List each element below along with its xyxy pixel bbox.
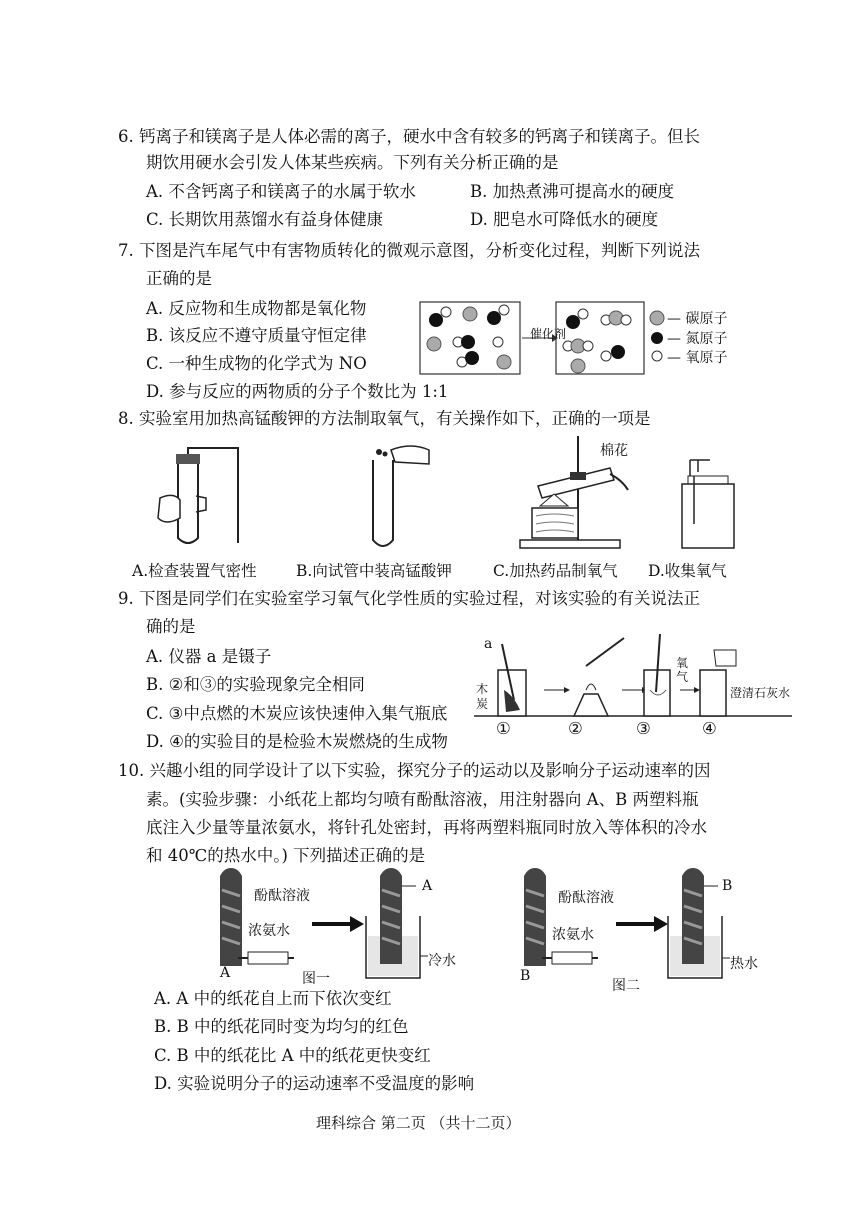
q9-step-3: ③ <box>636 719 651 738</box>
q8-figure-b-loading-tube <box>355 448 455 553</box>
q10-stem-line2: 素。(实验步骤：小纸花上都均匀喷有酚酞溶液，用注射器向 A、B 两塑料瓶 <box>146 790 699 809</box>
q8-cotton-label: 棉花 <box>600 443 628 459</box>
q6-stem-line1: 6. 钙离子和镁离子是人体必需的离子，硬水中含有较多的钙离子和镁离子。但长 <box>118 127 700 146</box>
q10-figure-1 <box>208 866 448 984</box>
q9-oxygen-label-2: 气 <box>676 670 689 684</box>
q6-option-a: A. 不含钙离子和镁离子的水属于软水 <box>146 182 416 201</box>
q10-fig1-ammonia-label: 浓氨水 <box>248 923 290 939</box>
q10-figure-2 <box>512 866 752 984</box>
q10-fig2-phenol-label: 酚酞溶液 <box>558 890 614 906</box>
q7-legend-nitrogen: — 氮原子 <box>667 331 728 347</box>
q8-figure-d-collecting-bottle <box>668 454 748 554</box>
q9-option-c: C. ③中点燃的木炭应该快速伸入集气瓶底 <box>146 704 448 723</box>
q8-figure-a-airtight-check <box>150 448 250 553</box>
q10-fig1-bottle-a-label: A <box>422 878 433 894</box>
q8-caption-c: C.加热药品制氧气 <box>493 562 618 580</box>
q9-experiment-diagram <box>474 630 794 722</box>
q9-stem-line2: 确的是 <box>146 617 196 636</box>
q8-caption-b: B.向试管中装高锰酸钾 <box>296 562 452 580</box>
page-footer: 理科综合 第二页 （共十二页） <box>316 1114 521 1132</box>
q9-option-d: D. ④的实验目的是检验木炭燃烧的生成物 <box>146 732 448 751</box>
q8-caption-d: D.收集氧气 <box>648 562 727 580</box>
q6-option-d: D. 肥皂水可降低水的硬度 <box>470 210 659 229</box>
q7-option-c: C. 一种生成物的化学式为 NO <box>146 354 367 373</box>
q10-fig2-b-label: B <box>520 968 531 984</box>
q6-option-c: C. 长期饮用蒸馏水有益身体健康 <box>146 210 384 229</box>
q10-fig1-a-label: A <box>220 965 231 981</box>
q7-legend-carbon: — 碳原子 <box>667 311 728 327</box>
q9-label-a: a <box>484 636 493 652</box>
q10-fig2-hot-label: 热水 <box>730 956 758 972</box>
q10-stem-line3: 底注入少量等量浓氨水，将针孔处密封，再将两塑料瓶同时放入等体积的冷水 <box>146 818 707 837</box>
q9-step-4: ④ <box>702 719 717 738</box>
q7-option-b: B. 该反应不遵守质量守恒定律 <box>146 326 367 345</box>
q7-stem-line2: 正确的是 <box>146 269 212 288</box>
q7-legend-oxygen: — 氧原子 <box>667 350 728 366</box>
q9-oxygen-label-1: 氧 <box>676 656 689 670</box>
q10-option-a: A. A 中的纸花自上而下依次变红 <box>154 989 392 1008</box>
q7-option-a: A. 反应物和生成物都是氧化物 <box>146 299 367 318</box>
q9-step-2: ② <box>568 719 583 738</box>
q9-charcoal-label-2: 炭 <box>476 697 489 711</box>
q6-option-b: B. 加热煮沸可提高水的硬度 <box>470 182 675 201</box>
q9-step-1: ① <box>496 719 511 738</box>
q6-stem-line2: 期饮用硬水会引发人体某些疾病。下列有关分析正确的是 <box>146 153 559 172</box>
q10-stem-line1: 10. 兴趣小组的同学设计了以下实验，探究分子的运动以及影响分子运动速率的因 <box>118 761 711 780</box>
q9-option-b: B. ②和③的实验现象完全相同 <box>146 675 365 694</box>
q10-fig2-ammonia-label: 浓氨水 <box>552 927 594 943</box>
q8-stem: 8. 实验室用加热高锰酸钾的方法制取氧气，有关操作如下，正确的一项是 <box>118 409 651 428</box>
q7-option-d: D. 参与反应的两物质的分子个数比为 1:1 <box>146 382 449 401</box>
q9-charcoal-label-1: 木 <box>476 682 489 696</box>
q10-fig1-cold-label: 冷水 <box>428 953 456 969</box>
q9-stem-line1: 9. 下图是同学们在实验室学习氧气化学性质的实验过程，对该实验的有关说法正 <box>118 589 700 608</box>
q7-stem-line1: 7. 下图是汽车尾气中有害物质转化的微观示意图，分析变化过程，判断下列说法 <box>118 241 700 260</box>
q10-option-b: B. B 中的纸花同时变为均匀的红色 <box>154 1017 409 1036</box>
q10-fig2-bottle-b-label: B <box>722 878 733 894</box>
q10-option-d: D. 实验说明分子的运动速率不受温度的影响 <box>154 1074 475 1093</box>
q10-stem-line4: 和 40℃的热水中。) 下列描述正确的是 <box>146 846 426 865</box>
q9-option-a: A. 仪器 a 是镊子 <box>146 647 272 666</box>
q10-option-c: C. B 中的纸花比 A 中的纸花更快变红 <box>154 1046 431 1065</box>
q10-fig1-phenol-label: 酚酞溶液 <box>254 888 310 904</box>
q10-fig2-caption: 图二 <box>612 978 640 994</box>
q8-caption-a: A.检查装置气密性 <box>132 562 257 580</box>
q9-limewater-label: 澄清石灰水 <box>730 686 791 700</box>
q7-catalyst-label: 催化剂 <box>530 327 567 341</box>
q10-fig1-caption: 图一 <box>302 971 330 987</box>
